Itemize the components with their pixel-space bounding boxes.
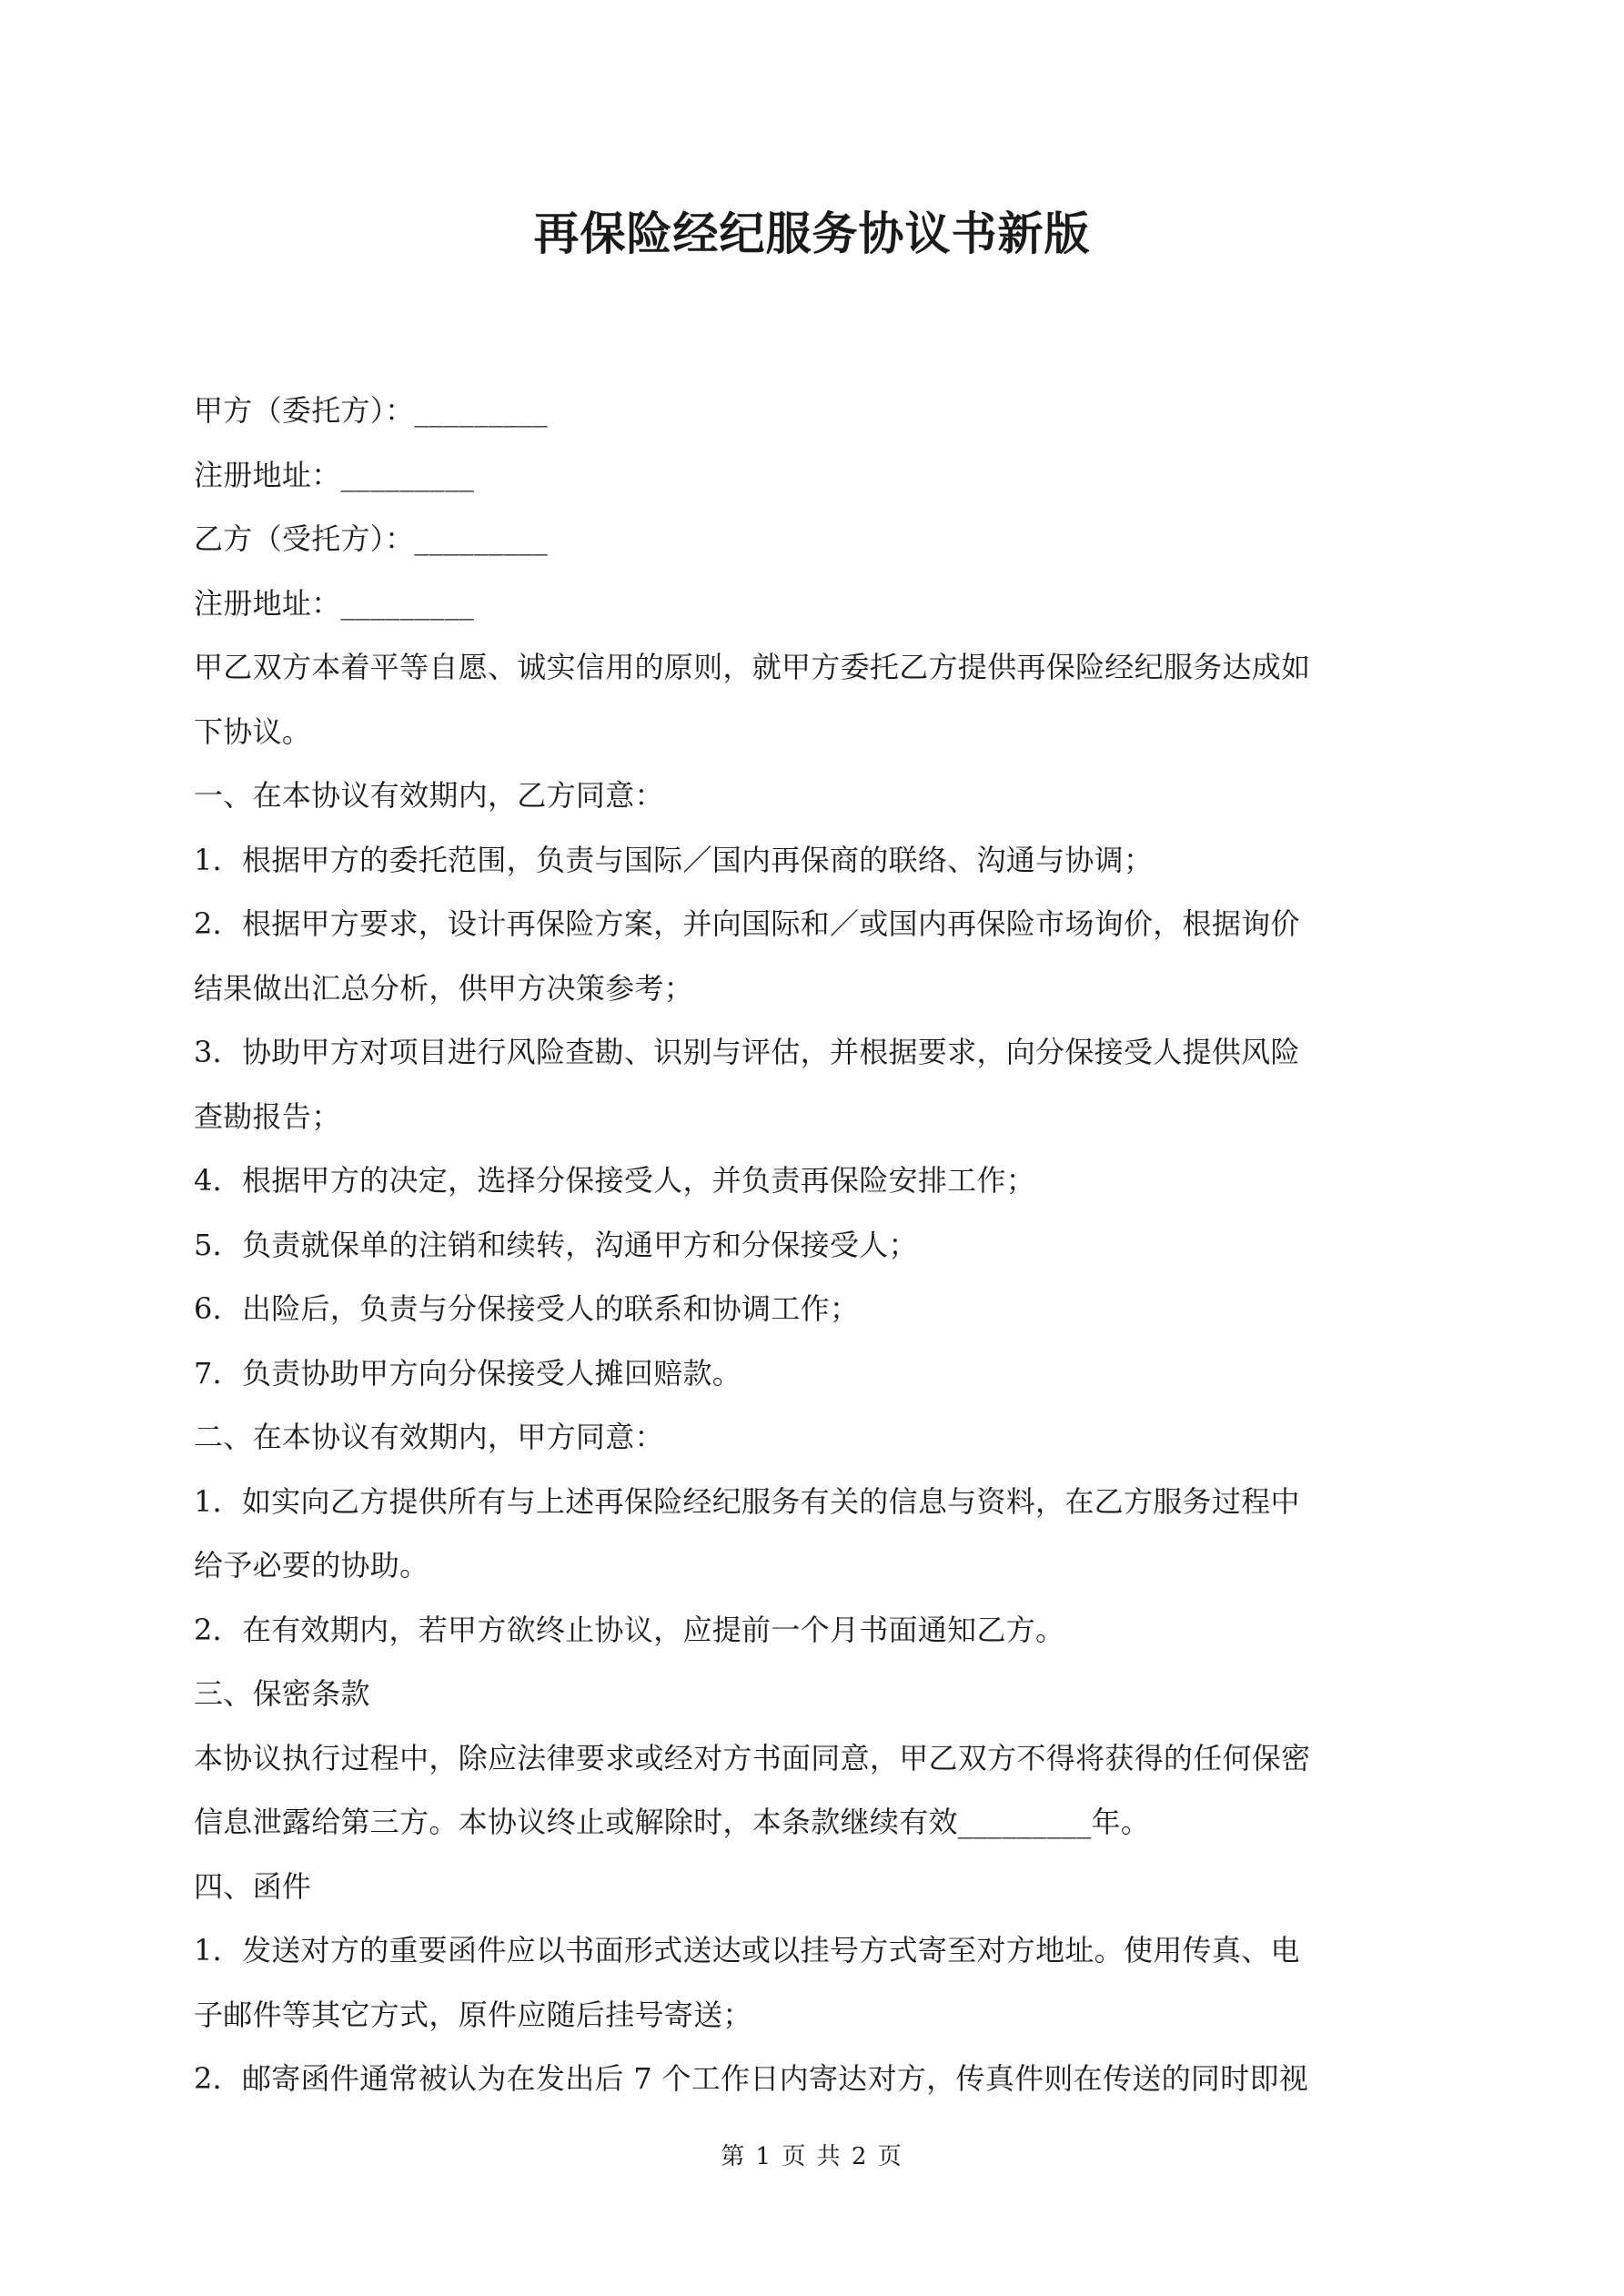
body-line: 二、在本协议有效期内，甲方同意： (194, 1420, 664, 1454)
body-line: 2．根据甲方要求，设计再保险方案，并向国际和／或国内再保险市场询价，根据询价 (194, 906, 1300, 941)
body-line: 一、在本协议有效期内，乙方同意： (194, 778, 664, 813)
body-line: 4．根据甲方的决定，选择分保接受人，并负责再保险安排工作； (194, 1163, 1036, 1198)
body-line: 6．出险后，负责与分保接受人的联系和协调工作； (194, 1291, 860, 1326)
body-line: 2．邮寄函件通常被认为在发出后 7 个工作日内寄达对方，传真件则在传送的同时即视 (194, 2061, 1309, 2096)
body-line: 7．负责协助甲方向分保接受人摊回赔款。 (194, 1355, 742, 1391)
body-line: 1．发送对方的重要函件应以书面形式送达或以挂号方式寄至对方地址。使用传真、电 (194, 1933, 1300, 1967)
body-line: 注册地址：_________ (194, 585, 475, 621)
body-line: 子邮件等其它方式，原件应随后挂号寄送； (194, 1997, 752, 2032)
page-footer: 第 1 页 共 2 页 (721, 2143, 903, 2170)
body-line: 1．根据甲方的委托范围，负责与国际／国内再保商的联络、沟通与协调； (194, 842, 1154, 877)
body-line: 5．负责就保单的注销和续转，沟通甲方和分保接受人； (194, 1227, 918, 1262)
body-line: 2．在有效期内，若甲方欲终止协议，应提前一个月书面通知乙方。 (194, 1612, 1065, 1647)
body-line: 本协议执行过程中，除应法律要求或经对方书面同意，甲乙双方不得将获得的任何保密 (194, 1740, 1311, 1775)
body-line: 乙方（受托方）：_________ (194, 521, 549, 556)
body-line: 信息泄露给第三方。本协议终止或解除时，本条款继续有效_________年。 (194, 1805, 1151, 1839)
body-line: 给予必要的协助。 (194, 1548, 429, 1583)
body-line: 三、保密条款 (194, 1676, 370, 1711)
body-line: 四、函件 (194, 1868, 312, 1904)
body-line: 结果做出汇总分析，供甲方决策参考； (194, 970, 694, 1006)
document-title: 再保险经纪服务协议书新版 (533, 207, 1091, 260)
body-line: 3．协助甲方对项目进行风险查勘、识别与评估，并根据要求，向分保接受人提供风险 (194, 1035, 1300, 1069)
body-line: 甲乙双方本着平等自愿、诚实信用的原则，就甲方委托乙方提供再保险经纪服务达成如 (194, 650, 1311, 684)
body-line: 注册地址：_________ (194, 457, 475, 492)
document-body (194, 379, 1449, 2111)
body-line: 1．如实向乙方提供所有与上述再保险经纪服务有关的信息与资料，在乙方服务过程中 (194, 1483, 1300, 1519)
body-line: 下协议。 (194, 713, 312, 749)
body-line: 甲方（委托方）：_________ (194, 393, 549, 428)
body-line: 查勘报告； (194, 1098, 341, 1134)
